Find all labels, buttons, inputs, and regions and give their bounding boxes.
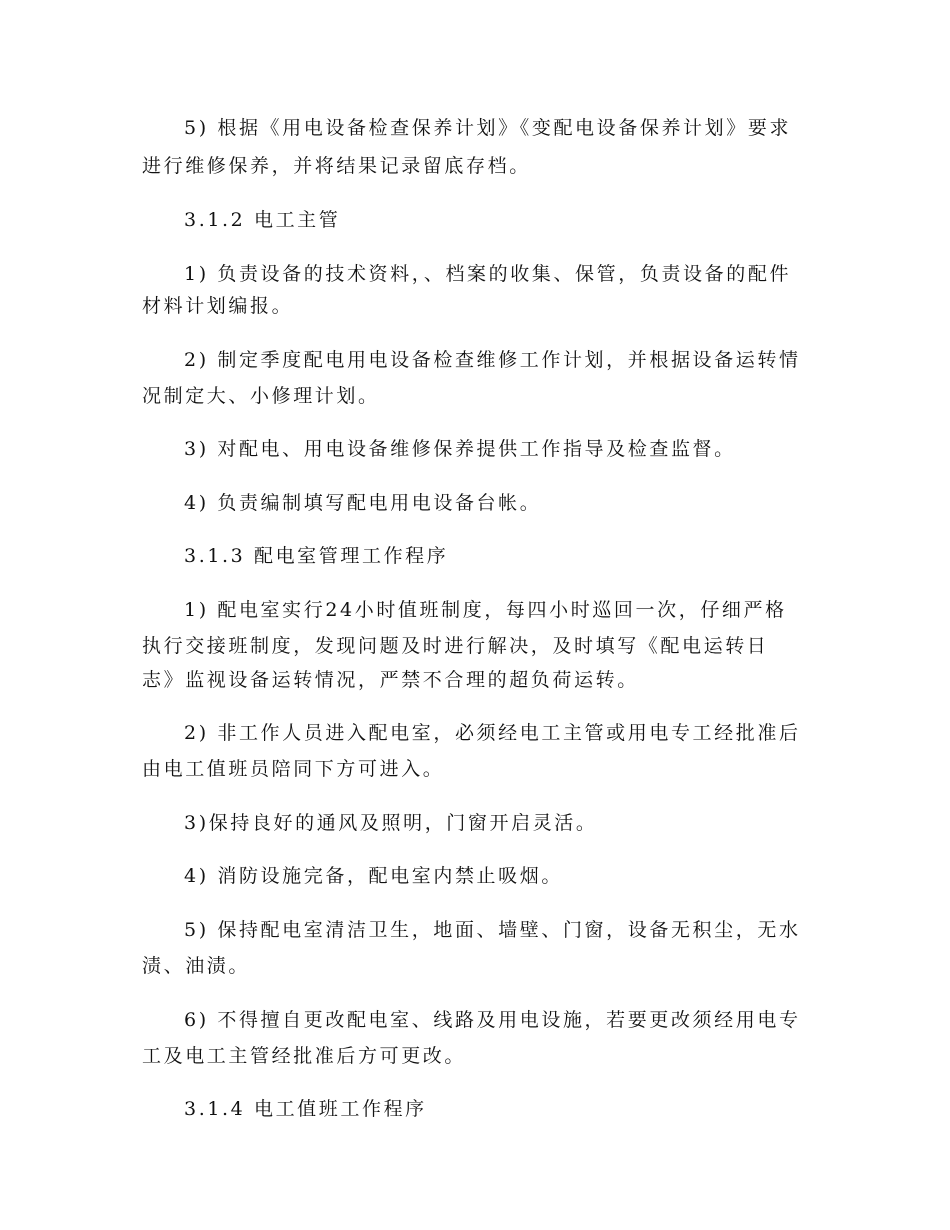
text-line: 3) 对配电、用电设备维修保养提供工作指导及检查监督。 bbox=[184, 438, 736, 460]
text-line: 6) 不得擅自更改配电室、线路及用电设施，若要更改须经用电专 bbox=[184, 1009, 801, 1031]
section-heading: 3.1.2 电工主管 bbox=[184, 209, 341, 231]
text-line: 进行维修保养，并将结果记录留底存档。 bbox=[142, 155, 531, 177]
text-line: 渍、油渍。 bbox=[142, 955, 251, 977]
text-line: 由电工值班员陪同下方可进入。 bbox=[142, 758, 445, 780]
text-line: 1) 负责设备的技术资料，、档案的收集、保管，负责设备的配件 bbox=[184, 263, 792, 285]
text-line: 况制定大、小修理计划。 bbox=[142, 385, 380, 407]
text-line: 1) 配电室实行24小时值班制度，每四小时巡回一次，仔细严格 bbox=[184, 599, 787, 621]
text-line: 执行交接班制度，发现问题及时进行解决，及时填写《配电运转日 bbox=[142, 635, 769, 657]
text-line: 志》监视设备运转情况，严禁不合理的超负荷运转。 bbox=[142, 669, 639, 691]
text-line: 4) 负责编制填写配电用电设备台帐。 bbox=[184, 492, 542, 514]
text-line: 3)保持良好的通风及照明，门窗开启灵活。 bbox=[184, 812, 598, 834]
text-line: 5) 根据《用电设备检查保养计划》《变配电设备保养计划》要求 bbox=[184, 117, 792, 139]
text-line: 5) 保持配电室清洁卫生，地面、墙壁、门窗，设备无积尘，无水 bbox=[184, 919, 801, 941]
text-line: 2) 非工作人员进入配电室，必须经电工主管或用电专工经批准后 bbox=[184, 722, 801, 744]
text-line: 工及电工主管经批准后方可更改。 bbox=[142, 1045, 467, 1067]
text-line: 材料计划编报。 bbox=[142, 295, 294, 317]
text-line: 4) 消防设施完备，配电室内禁止吸烟。 bbox=[184, 865, 563, 887]
section-heading: 3.1.4 电工值班工作程序 bbox=[184, 1098, 427, 1120]
text-line: 2) 制定季度配电用电设备检查维修工作计划，并根据设备运转情 bbox=[184, 349, 801, 371]
section-heading: 3.1.3 配电室管理工作程序 bbox=[184, 545, 449, 567]
